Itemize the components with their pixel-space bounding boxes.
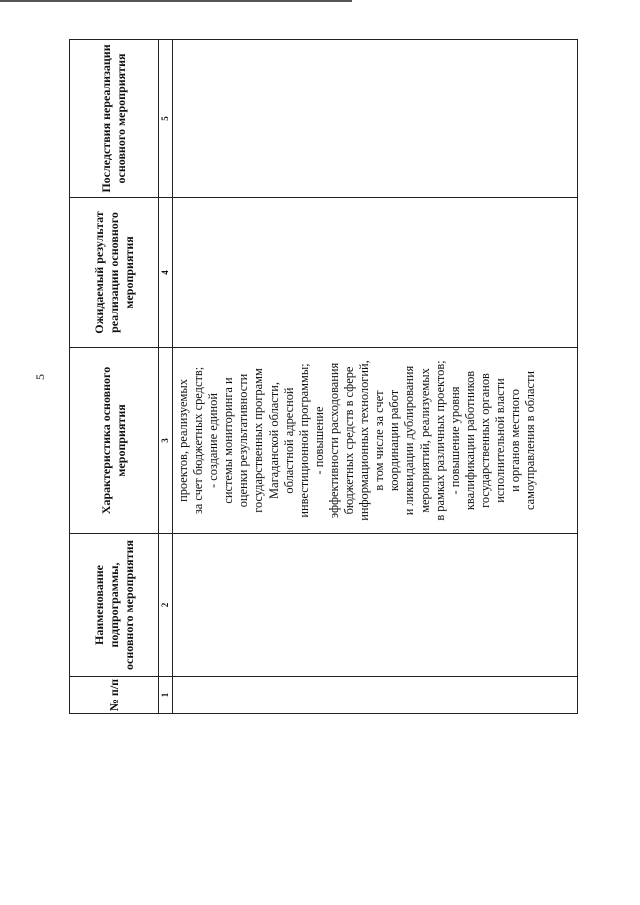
cell-description bbox=[173, 348, 578, 534]
description-line: за счет бюджетных средств; bbox=[191, 366, 206, 515]
column-number: 3 bbox=[159, 348, 173, 534]
column-number: 1 bbox=[159, 677, 173, 714]
description-line: эффективности расходования bbox=[326, 362, 341, 519]
description-line: самоуправления в области bbox=[523, 370, 538, 511]
measures-table bbox=[69, 39, 578, 714]
description-line: и органов местного bbox=[508, 389, 523, 492]
header-description: Характеристика основного мероприятия bbox=[70, 348, 159, 534]
cell-name bbox=[173, 534, 578, 677]
description-line: в том числе за счет bbox=[372, 390, 387, 491]
description-line: исполнительной власти bbox=[492, 378, 507, 503]
description-line: инвестиционной программы; bbox=[296, 363, 311, 518]
column-number: 4 bbox=[159, 198, 173, 348]
description-line: оценки результативности bbox=[236, 373, 251, 508]
page-number: 5 bbox=[33, 374, 47, 380]
description-line: бюджетных средств в сфере bbox=[342, 366, 357, 515]
description-line: в рамках различных проектов; bbox=[432, 360, 447, 521]
description-line: координации работ bbox=[387, 389, 402, 492]
column-number: 2 bbox=[159, 534, 173, 677]
description-line: и ликвидации дублирования bbox=[402, 365, 417, 516]
description-line: - создание единой bbox=[206, 393, 221, 488]
description-line: мероприятий, реализуемых bbox=[417, 368, 432, 513]
description-line: квалификации работников bbox=[462, 370, 477, 511]
description-line: проектов, реализуемых bbox=[176, 379, 190, 502]
description-line: - повышение bbox=[311, 406, 326, 475]
rotated-page bbox=[33, 40, 574, 714]
column-number-row bbox=[159, 40, 173, 714]
header-result: Ожидаемый результат реализации основного мероприятия bbox=[70, 198, 159, 348]
top-rule bbox=[0, 0, 352, 2]
description-line: Магаданской области, bbox=[266, 382, 281, 499]
header-row bbox=[70, 40, 159, 714]
description-line: государственных органов bbox=[477, 373, 492, 508]
description-line: государственных программ bbox=[251, 368, 266, 513]
cell-consequences bbox=[173, 40, 578, 198]
description-line: - повышение уровня bbox=[447, 386, 462, 495]
description-list bbox=[173, 348, 538, 533]
table-row bbox=[173, 40, 578, 714]
header-name: Наименование подпрограммы, основного мероприятия bbox=[70, 534, 159, 677]
description-line: системы мониторинга и bbox=[221, 377, 236, 504]
cell-no bbox=[173, 677, 578, 714]
description-line: областной адресной bbox=[281, 387, 296, 494]
header-no: № п/п bbox=[70, 677, 159, 714]
description-line: информационных технологий, bbox=[357, 360, 372, 521]
header-consequences: Последствия нереализации основного мероприятия bbox=[70, 40, 159, 198]
column-number: 5 bbox=[159, 40, 173, 198]
cell-result bbox=[173, 198, 578, 348]
